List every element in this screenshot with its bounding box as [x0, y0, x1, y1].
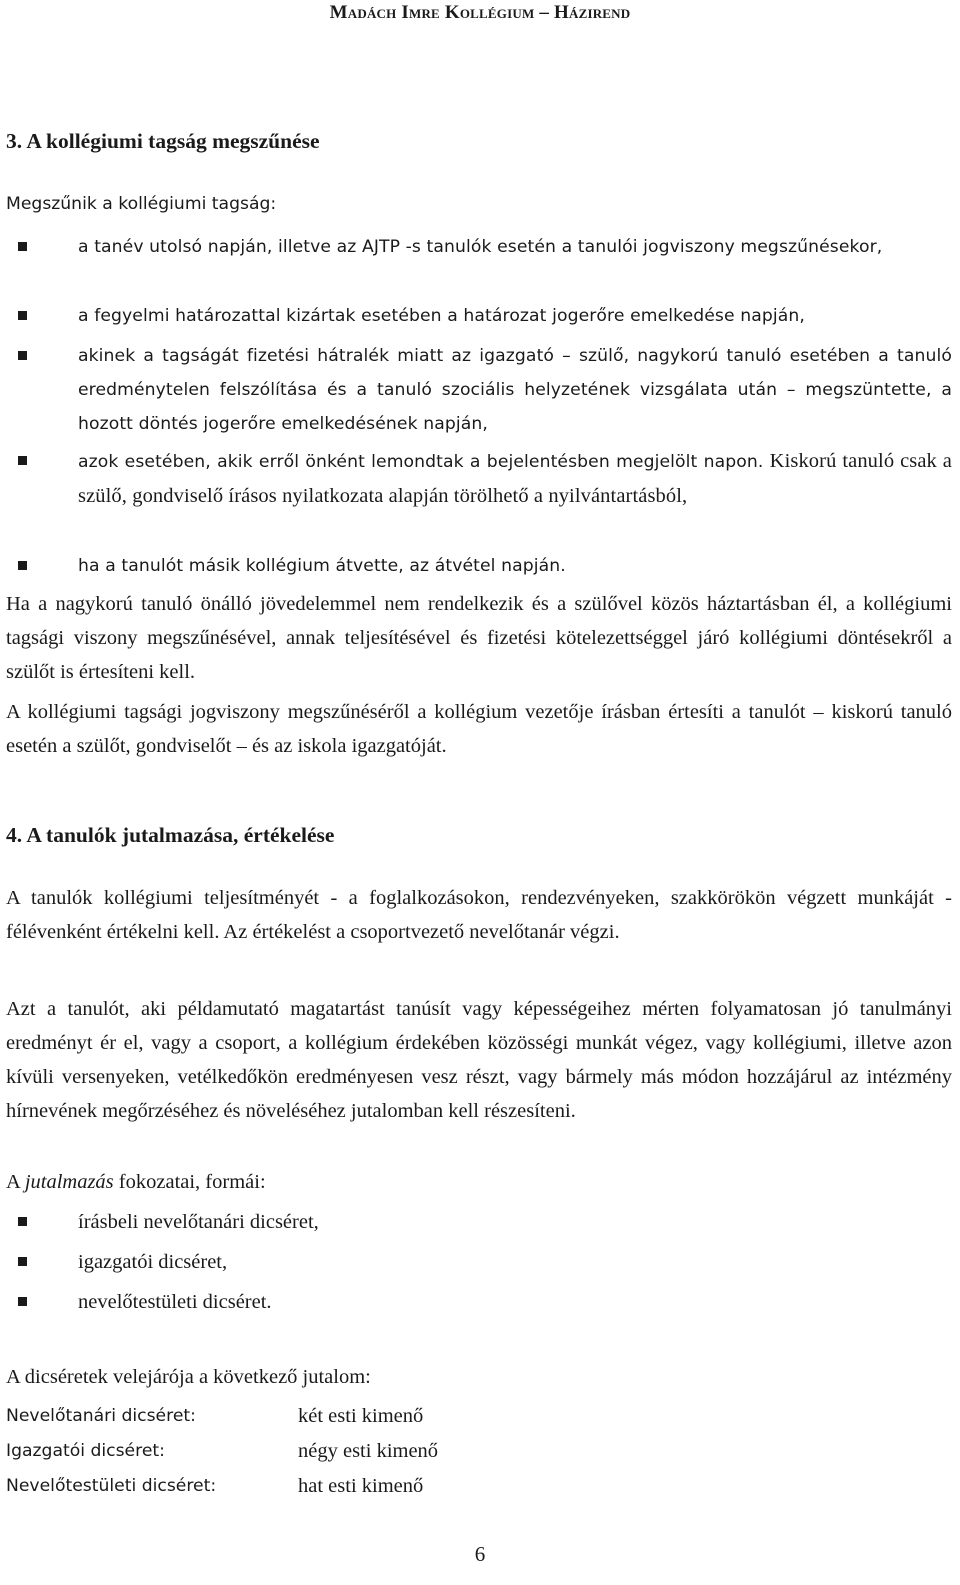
reward-forms-intro: [6, 1165, 952, 1199]
reward-label: Igazgatói dicséret:: [6, 1440, 165, 1461]
reward-forms-list: [6, 1205, 952, 1325]
reward-value: hat esti kimenő: [298, 1474, 424, 1497]
rewards-intro-text: A dicséretek velejárója a következő jutalom:: [6, 1366, 371, 1388]
list-item: akinek a tagságát fizetési hátralék miatt az igazgató – szülő, nagykorú tanuló esetében a tanuló eredménytelen felszólítása és a tanuló szociális helyzetének vizsgálata után – megszüntette, a hozott döntés jogerőre emelkedésének napján,: [6, 339, 952, 444]
section-3-heading: 3. A kollégiumi tagság megszűnése: [6, 129, 320, 153]
list-item: igazgatói dicséret,: [6, 1245, 952, 1285]
square-bullet-icon: [18, 1257, 27, 1266]
termination-list: [6, 230, 952, 589]
table-row: [6, 1468, 438, 1503]
reward-criteria-paragraph: Azt a tanulót, aki példamutató magatartást tanúsít vagy képességeihez mérten folyamatosan jó tanulmányi eredményt ér el, vagy a csoport, a kollégium érdekében közösségi munkát végez, vagy kollégiumi, illetve azon kívüli versenyeken, vetélkedőkön eredményesen vesz részt, vagy bármely más módon hozzájárul az intézmény hírnevének megőrzéséhez és növeléséhez jutalomban kell részesíteni.: [6, 998, 952, 1122]
square-bullet-icon: [18, 1217, 27, 1226]
square-bullet-icon: [18, 351, 27, 360]
reward-criteria: [6, 992, 952, 1128]
section-4-heading: 4. A tanulók jutalmazása, értékelése: [6, 823, 335, 847]
list-item: ha a tanulót másik kollégium átvette, az átvétel napján.: [6, 549, 952, 589]
reward-value: két esti kimenő: [298, 1404, 424, 1427]
square-bullet-icon: [18, 242, 27, 251]
section-4-body: [6, 881, 952, 949]
rewards-intro: [6, 1360, 952, 1394]
reward-value: négy esti kimenő: [298, 1439, 439, 1462]
page-number: 6: [474, 1542, 486, 1566]
square-bullet-icon: [18, 311, 27, 320]
reward-label: Nevelőtanári dicséret:: [6, 1405, 196, 1426]
square-bullet-icon: [18, 561, 27, 570]
list-item: nevelőtestületi dicséret.: [6, 1285, 952, 1325]
section-3: [6, 124, 952, 158]
table-row: [6, 1398, 438, 1433]
list-item: írásbeli nevelőtanári dicséret,: [6, 1205, 952, 1245]
termination-notice-paragraph: A kollégiumi tagsági jogviszony megszűnéséről a kollégium vezetője írásban értesíti a tanulót – kiskorú tanuló esetén a szülőt, gondviselőt – és az iskola igazgatóját.: [6, 701, 952, 757]
list-item: azok esetében, akik erről önként lemondtak a bejelentésben megjelölt napon. Kiskorú tanuló csak a szülő, gondviselő írásos nyilatkozata alapján törölhető a nyilvántartásból,: [6, 444, 952, 549]
section-3-intro: Megszűnik a kollégiumi tagság:: [6, 194, 277, 214]
section-3-paragraphs: [6, 587, 952, 763]
parent-notice-paragraph: Ha a nagykorú tanuló önálló jövedelemmel nem rendelkezik és a szülővel közös háztartásban él, a kollégiumi tagsági viszony megszűnésével, annak teljesítésével és fizetési kötelezettséggel járó kollégiumi döntésekről a szülőt is értesíteni kell.: [6, 593, 952, 683]
square-bullet-icon: [18, 1297, 27, 1306]
page-header: [0, 2, 960, 24]
rewards-table: [6, 1398, 952, 1503]
square-bullet-icon: [18, 456, 27, 465]
reward-forms-heading: A jutalmazás fokozatai, formái:: [6, 1171, 266, 1193]
section-3-body: [6, 187, 952, 221]
table-row: [6, 1433, 438, 1468]
list-item: a fegyelmi határozattal kizártak esetében a határozat jogerőre emelkedése napján,: [6, 299, 952, 339]
header-title: Madách Imre Kollégium – Házirend: [329, 2, 631, 23]
section-4: [6, 818, 952, 852]
reward-label: Nevelőtestületi dicséret:: [6, 1475, 217, 1496]
list-item: a tanév utolsó napján, illetve az AJTP -s tanulók esetén a tanulói jogviszony megszűnésekor,: [6, 230, 952, 299]
evaluation-paragraph: A tanulók kollégiumi teljesítményét - a foglalkozásokon, rendezvényeken, szakkörökön végzett munkáját - félévenként értékelni kell. Az értékelést a csoportvezető nevelőtanár végzi.: [6, 887, 952, 943]
